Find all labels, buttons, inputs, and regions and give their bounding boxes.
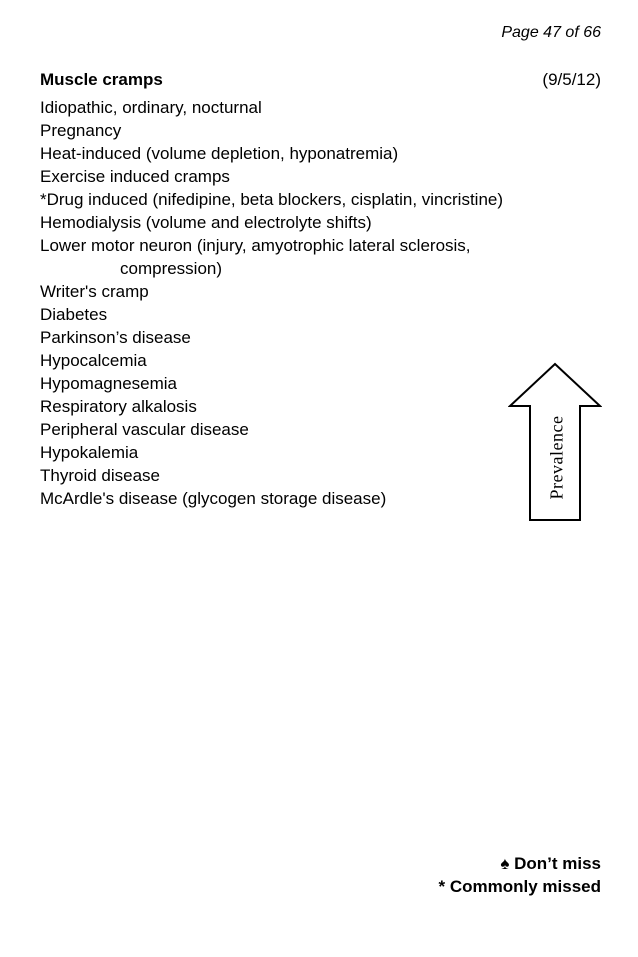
- prevalence-label: [534, 402, 580, 512]
- list-item: Hypokalemia: [40, 443, 139, 462]
- prevalence-text: Prevalence: [546, 415, 567, 499]
- list-item: Respiratory alkalosis: [40, 397, 197, 416]
- list-item: Parkinson’s disease: [40, 328, 191, 347]
- list-item: Hypocalcemia: [40, 351, 147, 370]
- list-item: Thyroid disease: [40, 466, 161, 485]
- list-item: [40, 234, 503, 280]
- list-item: Writer's cramp: [40, 282, 149, 301]
- legend-commonly-missed: * Commonly missed: [438, 877, 601, 896]
- list-item: Diabetes: [40, 305, 108, 324]
- list-item: McArdle's disease (glycogen storage disease): [40, 489, 387, 508]
- legend-dont-miss: ♠ Don’t miss: [500, 854, 601, 873]
- list-item-continuation: compression): [120, 259, 223, 278]
- list-item: Peripheral vascular disease: [40, 420, 249, 439]
- list-item-text: Lower motor neuron (injury, amyotrophic lateral sclerosis,: [40, 236, 471, 255]
- page-title: Muscle cramps: [40, 70, 163, 89]
- cause-list: [40, 96, 503, 510]
- list-item: Pregnancy: [40, 121, 122, 140]
- page-number: Page 47 of 66: [501, 24, 601, 41]
- header-row: [40, 70, 601, 90]
- list-item: Exercise induced cramps: [40, 167, 230, 186]
- list-item: Heat-induced (volume depletion, hyponatremia): [40, 144, 399, 163]
- legend: [439, 852, 602, 898]
- list-item: Hypomagnesemia: [40, 374, 178, 393]
- list-item: Hemodialysis (volume and electrolyte shifts): [40, 213, 372, 232]
- list-item: *Drug induced (nifedipine, beta blockers, cisplatin, vincristine): [40, 190, 504, 209]
- date-label: (9/5/12): [542, 70, 601, 89]
- list-item: Idiopathic, ordinary, nocturnal: [40, 98, 262, 117]
